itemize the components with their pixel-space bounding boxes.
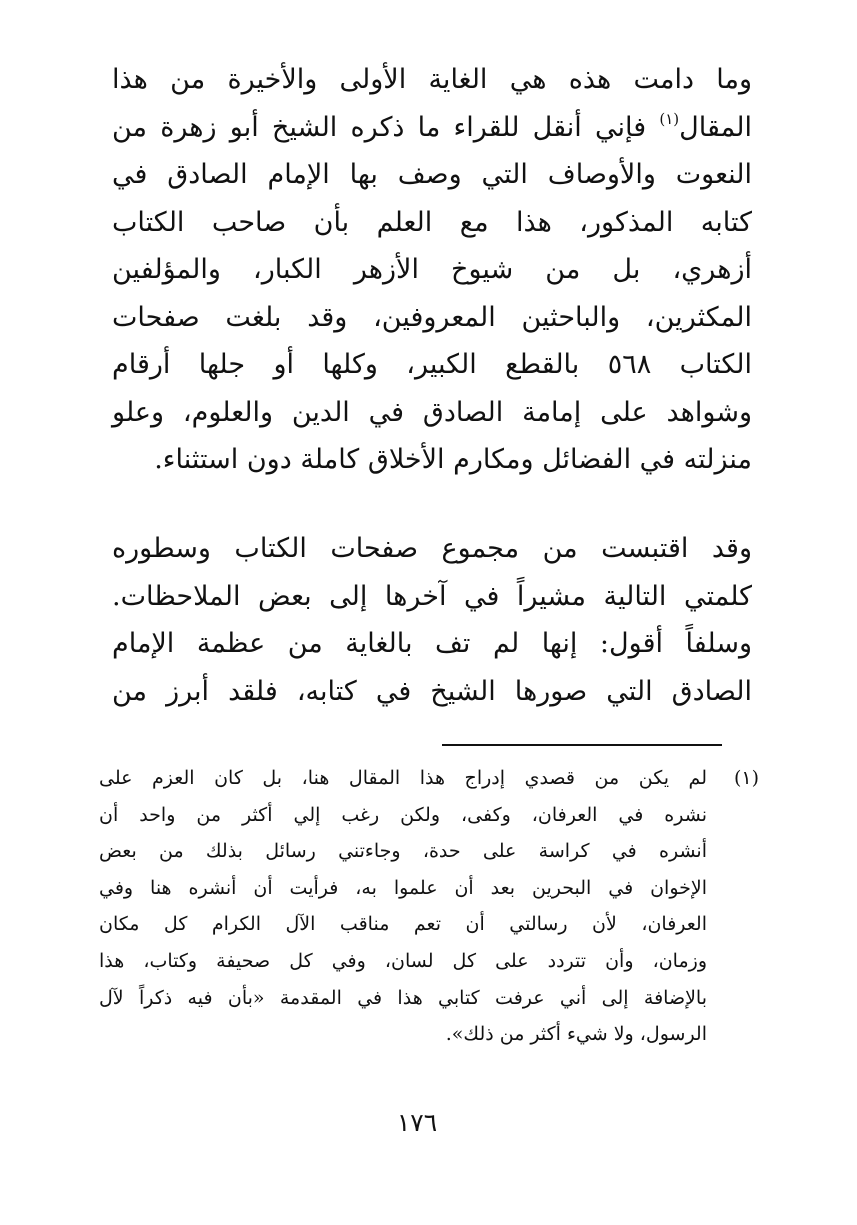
paragraph-2-line: وسلفاً أقول: إنها لم تف بالغاية من عظمة الإمام	[112, 628, 752, 659]
paragraph-1-line: وشواهد على إمامة الصادق في الدين والعلوم، وعلو	[112, 396, 752, 428]
paragraph-2	[112, 525, 752, 715]
paragraph-1-line: النعوت والأوصاف التي وصف بها الإمام الصادق في	[112, 159, 752, 190]
footnote-line: الرسول، ولا شيء أكثر من ذلك».	[445, 1023, 707, 1046]
paragraph-1-line: منزلته في الفضائل ومكارم الأخلاق كاملة دون استثناء.	[154, 444, 752, 475]
paragraph-1	[112, 56, 752, 484]
footnote-line: الإخوان في البحرين بعد أن علموا به، فرأيت أن أنشره هنا وفي	[99, 876, 707, 899]
paragraph-1-line: الكتاب ٥٦٨ بالقطع الكبير، وكلها أو جلها أرقام	[112, 349, 753, 380]
footnote-line: العرفان، لأن رسالتي أن تعم مناقب الآل الكرام كل مكان	[99, 913, 707, 936]
page-number: ١٧٦	[396, 1108, 438, 1137]
footnote-line: نشره في العرفان، وكفى، ولكن رغب إلي أكثر من واحد أن	[99, 803, 707, 826]
footnote	[99, 760, 759, 1053]
footnote-separator	[442, 744, 722, 746]
footnote-line: أنشره في كراسة على حدة، وجاءتني رسائل بذلك من بعض	[99, 840, 707, 863]
paragraph-1-line-rest: فإني أنقل للقراء ما ذكره الشيخ أبو زهرة من	[112, 111, 647, 143]
paragraph-1-line: وما دامت هذه هي الغاية الأولى والأخيرة من هذا	[112, 64, 752, 95]
paragraph-2-line: وقد اقتبست من مجموع صفحات الكتاب وسطوره	[112, 533, 752, 564]
paragraph-1-line	[112, 104, 752, 152]
paragraph-1-line: المكثرين، والباحثين المعروفين، وقد بلغت صفحات	[112, 301, 752, 333]
footnote-line: لم يكن من قصدي إدراج هذا المقال هنا، بل كان العزم على	[99, 767, 707, 789]
footnote-line: وزمان، وأن تتردد على كل لسان، وفي كل صحيفة وكتاب، هذا	[99, 949, 707, 972]
paragraph-2-line: كلمتي التالية مشيراً في آخرها إلى بعض الملاحظات.	[112, 580, 752, 612]
footnote-reference[interactable]: (١)	[659, 109, 680, 128]
paragraph-1-line-lead: المقال	[679, 111, 752, 143]
paragraph-2-line: الصادق التي صورها الشيخ في كتابه، فلقد أبرز من	[112, 675, 752, 707]
footnote-marker: (١)	[733, 767, 759, 789]
footnote-line: بالإضافة إلى أني عرفت كتابي هذا في المقدمة «بأن فيه ذكراً لآل	[99, 986, 707, 1009]
footnote-body	[99, 760, 707, 1053]
paragraph-1-line: كتابه المذكور، هذا مع العلم بأن صاحب الكتاب	[112, 206, 752, 238]
paragraph-1-line: أزهري، بل من شيوخ الأزهر الكبار، والمؤلفين	[112, 254, 752, 285]
